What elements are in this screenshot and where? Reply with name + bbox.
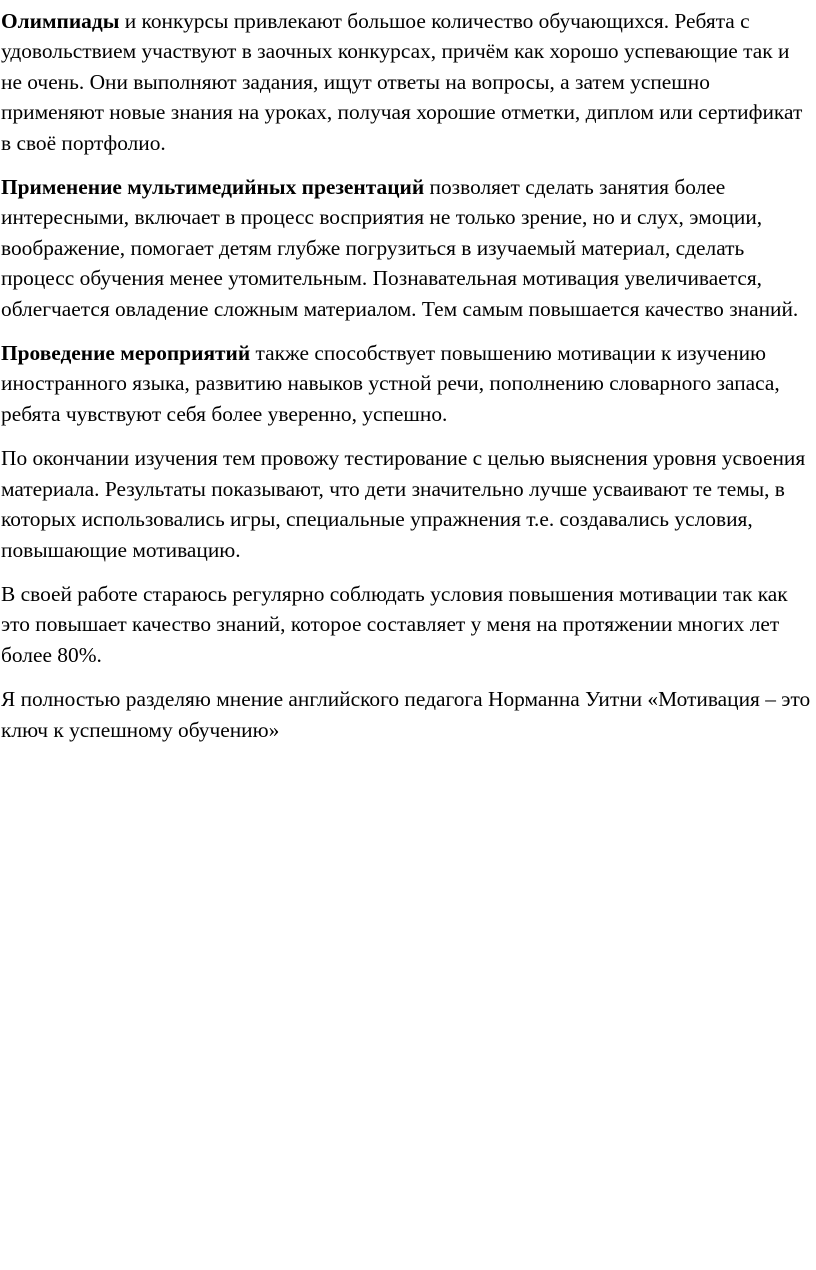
paragraph-text: также способствует повышению мотивации к изучению иностранного языка, развитию навыков устной речи, пополнению словарного запаса, ребята чувствуют себя более уверенно, успешно. — [1, 341, 780, 426]
paragraph-lead: Применение мультимедийных презентаций — [1, 175, 425, 200]
paragraph-testing — [1, 443, 814, 565]
paragraph-events — [1, 338, 814, 429]
paragraph-olympiads — [1, 6, 814, 158]
paragraph-quote — [1, 684, 814, 745]
paragraph-text: По окончании изучения тем провожу тестирование с целью выяснения уровня усвоения материала. Результаты показывают, что дети значительно лучше усваивают те темы, в которых использовались игры, специальные упражнения т.е. создавались условия, повышающие мотивацию. — [1, 446, 806, 562]
paragraph-text: Я полностью разделяю мнение английского педагога Норманна Уитни «Мотивация – это ключ к успешному обучению» — [1, 687, 811, 742]
paragraph-text: позволяет сделать занятия более интересными, включает в процесс восприятия не только зрение, но и слух, эмоции, воображение, помогает детям глубже погрузиться в изучаемый материал, сделать процесс обучения менее утомительным. Познавательная мотивация увеличивается, облегчается овладение сложным материалом. Тем самым повышается качество знаний. — [1, 175, 799, 321]
paragraph-quality — [1, 579, 814, 670]
paragraph-presentations — [1, 172, 814, 324]
paragraph-lead: Проведение мероприятий — [1, 341, 251, 366]
paragraph-lead: Олимпиады — [1, 9, 120, 33]
paragraph-text: и конкурсы привлекают большое количество обучающихся. Ребята с удовольствием участвуют в заочных конкурсах, причём как хорошо успевающие так и не очень. Они выполняют задания, ищут ответы на вопросы, а затем успешно применяют новые знания на уроках, получая хорошие отметки, диплом или сертификат в своё портфолио. — [1, 9, 803, 155]
document-body — [1, 6, 814, 759]
paragraph-text: В своей работе стараюсь регулярно соблюдать условия повышения мотивации так как это повышает качество знаний, которое составляет у меня на протяжении многих лет более 80%. — [1, 581, 788, 667]
